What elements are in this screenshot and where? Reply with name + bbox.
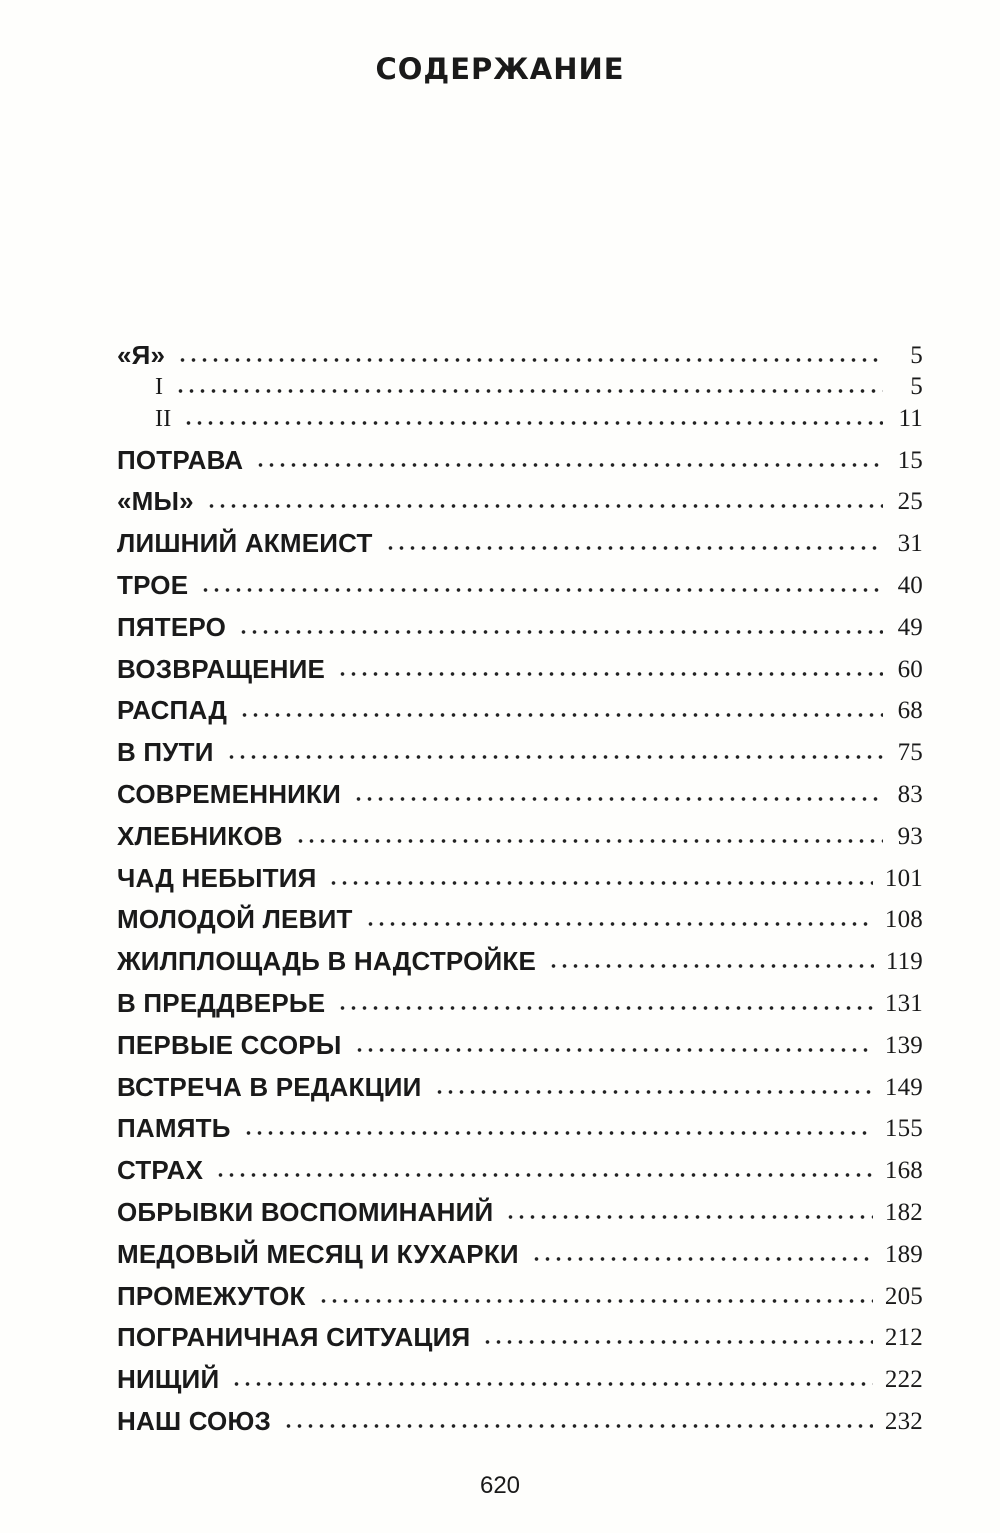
toc-entry-page: 212 [884,1324,923,1352]
dot-leader [354,1047,873,1053]
toc-entry [117,891,923,933]
toc-entry-title: ПЕРВЫЕ ССОРЫ [117,1029,342,1060]
toc-entry-page: 205 [884,1282,923,1310]
toc-entry-title: ЛИШНИЙ АКМЕИСТ [117,528,373,559]
dot-leader [215,1172,873,1178]
toc-entry-page: 222 [884,1366,923,1394]
toc-entry-title: ПАМЯТЬ [117,1113,231,1144]
toc-entry [117,1058,923,1100]
toc-entry-title: В ПРЕДДВЕРЬЕ [117,987,326,1018]
dot-leader [434,1089,873,1095]
toc-entry-page: 189 [884,1240,923,1268]
dot-leader [226,754,883,760]
toc-entry-page: 15 [897,446,923,474]
dot-leader [238,629,883,635]
toc-entry-page: 31 [897,530,923,558]
toc-entry-page: 131 [884,989,923,1017]
toc-entry [117,431,923,473]
toc-entry-title: ЖИЛПЛОЩАДЬ В НАДСТРОЙКЕ [117,946,537,977]
toc-entry-page: 182 [884,1198,923,1226]
toc-entry-title: ПОТРАВА [117,444,244,475]
page-number: 620 [479,1472,521,1499]
toc-entry [117,765,923,807]
dot-leader [365,921,873,927]
toc-entry [117,1141,923,1186]
dot-leader [318,1298,873,1304]
dot-leader [175,388,883,394]
toc-entry-page: 25 [897,488,923,516]
toc-entry-title: ЧАД НЕБЫТИЯ [117,862,317,893]
toc-entry [117,932,923,977]
dot-leader [231,1381,873,1387]
toc-entry-page: 60 [897,655,923,683]
toc-entry-title: I [155,374,164,401]
table-of-contents [117,326,923,1434]
dot-leader [531,1256,873,1262]
toc-entry-page: 83 [897,780,923,808]
dot-leader [183,420,883,426]
toc-entry [117,1225,923,1267]
toc-entry-page: 75 [897,739,923,767]
toc-entry-title: ПРОМЕЖУТОК [117,1280,306,1311]
dot-leader [385,545,883,551]
toc-entry [117,640,923,682]
toc-subentry [117,399,923,431]
toc-entry [117,807,923,849]
dot-leader [328,880,872,886]
toc-entry-title: ВОЗВРАЩЕНИЕ [117,653,326,684]
toc-entry [117,682,923,724]
dot-leader [206,503,883,509]
dot-leader [337,1005,873,1011]
toc-entry-page: 5 [910,373,923,401]
dot-leader [243,1130,873,1136]
toc-entry-page: 119 [885,948,923,976]
toc-entry-title: ОБРЫВКИ ВОСПОМИНАНИЙ [117,1196,494,1227]
toc-entry-title: II [155,405,172,432]
toc-entry-title: МЕДОВЫЙ МЕСЯЦ И КУХАРКИ [117,1238,519,1269]
toc-entry-page: 68 [897,697,923,725]
toc-entry [117,1392,923,1434]
toc-entry [117,974,923,1016]
toc-entry-page: 232 [884,1407,923,1435]
toc-entry [117,514,923,559]
toc-entry [117,598,923,640]
toc-entry-page: 5 [910,341,923,369]
toc-entry-page: 155 [884,1115,923,1143]
toc-entry-title: «Я» [117,339,166,370]
dot-leader [505,1214,873,1220]
toc-entry-title: НИЩИЙ [117,1364,220,1395]
dot-leader [239,712,883,718]
toc-entry-title: ПЯТЕРО [117,611,227,642]
toc-entry-title: «МЫ» [117,486,194,517]
page-title: СОДЕРЖАНИЕ [375,52,625,86]
toc-entry-page: 108 [884,906,923,934]
dot-leader [255,462,883,468]
toc-subentry [117,368,923,400]
toc-entry-title: ПОГРАНИЧНАЯ СИТУАЦИЯ [117,1322,471,1353]
dot-leader [177,357,883,363]
toc-entry-page: 40 [897,571,923,599]
toc-entry [117,556,923,598]
toc-entry-page: 149 [884,1073,923,1101]
toc-entry-title: МОЛОДОЙ ЛЕВИТ [117,904,353,935]
toc-entry [117,326,923,368]
dot-leader [283,1423,873,1429]
toc-entry-title: СОВРЕМЕННИКИ [117,778,342,809]
toc-entry-title: ВСТРЕЧА В РЕДАКЦИИ [117,1071,422,1102]
dot-leader [548,963,874,969]
toc-entry-title: ТРОЕ [117,569,189,600]
toc-entry [117,1350,923,1395]
dot-leader [482,1339,873,1345]
toc-entry-page: 101 [884,864,923,892]
toc-entry-page: 168 [884,1157,923,1185]
toc-entry [117,1183,923,1225]
toc-entry-page: 11 [898,404,923,432]
toc-entry-title: НАШ СОЮЗ [117,1405,271,1436]
dot-leader [337,671,883,677]
dot-leader [200,587,883,593]
toc-entry [117,849,923,891]
toc-entry-title: ХЛЕБНИКОВ [117,820,283,851]
dot-leader [353,796,883,802]
toc-entry-title: СТРАХ [117,1155,204,1186]
toc-entry-title: В ПУТИ [117,737,214,768]
toc-entry [117,1100,923,1142]
toc-entry [117,1016,923,1058]
toc-entry-page: 93 [897,822,923,850]
toc-entry-page: 139 [884,1031,923,1059]
toc-entry [117,723,923,768]
toc-entry [117,1267,923,1309]
toc-entry [117,1309,923,1351]
toc-entry [117,473,923,515]
dot-leader [295,838,883,844]
toc-entry-page: 49 [897,613,923,641]
toc-entry-title: РАСПАД [117,695,228,726]
